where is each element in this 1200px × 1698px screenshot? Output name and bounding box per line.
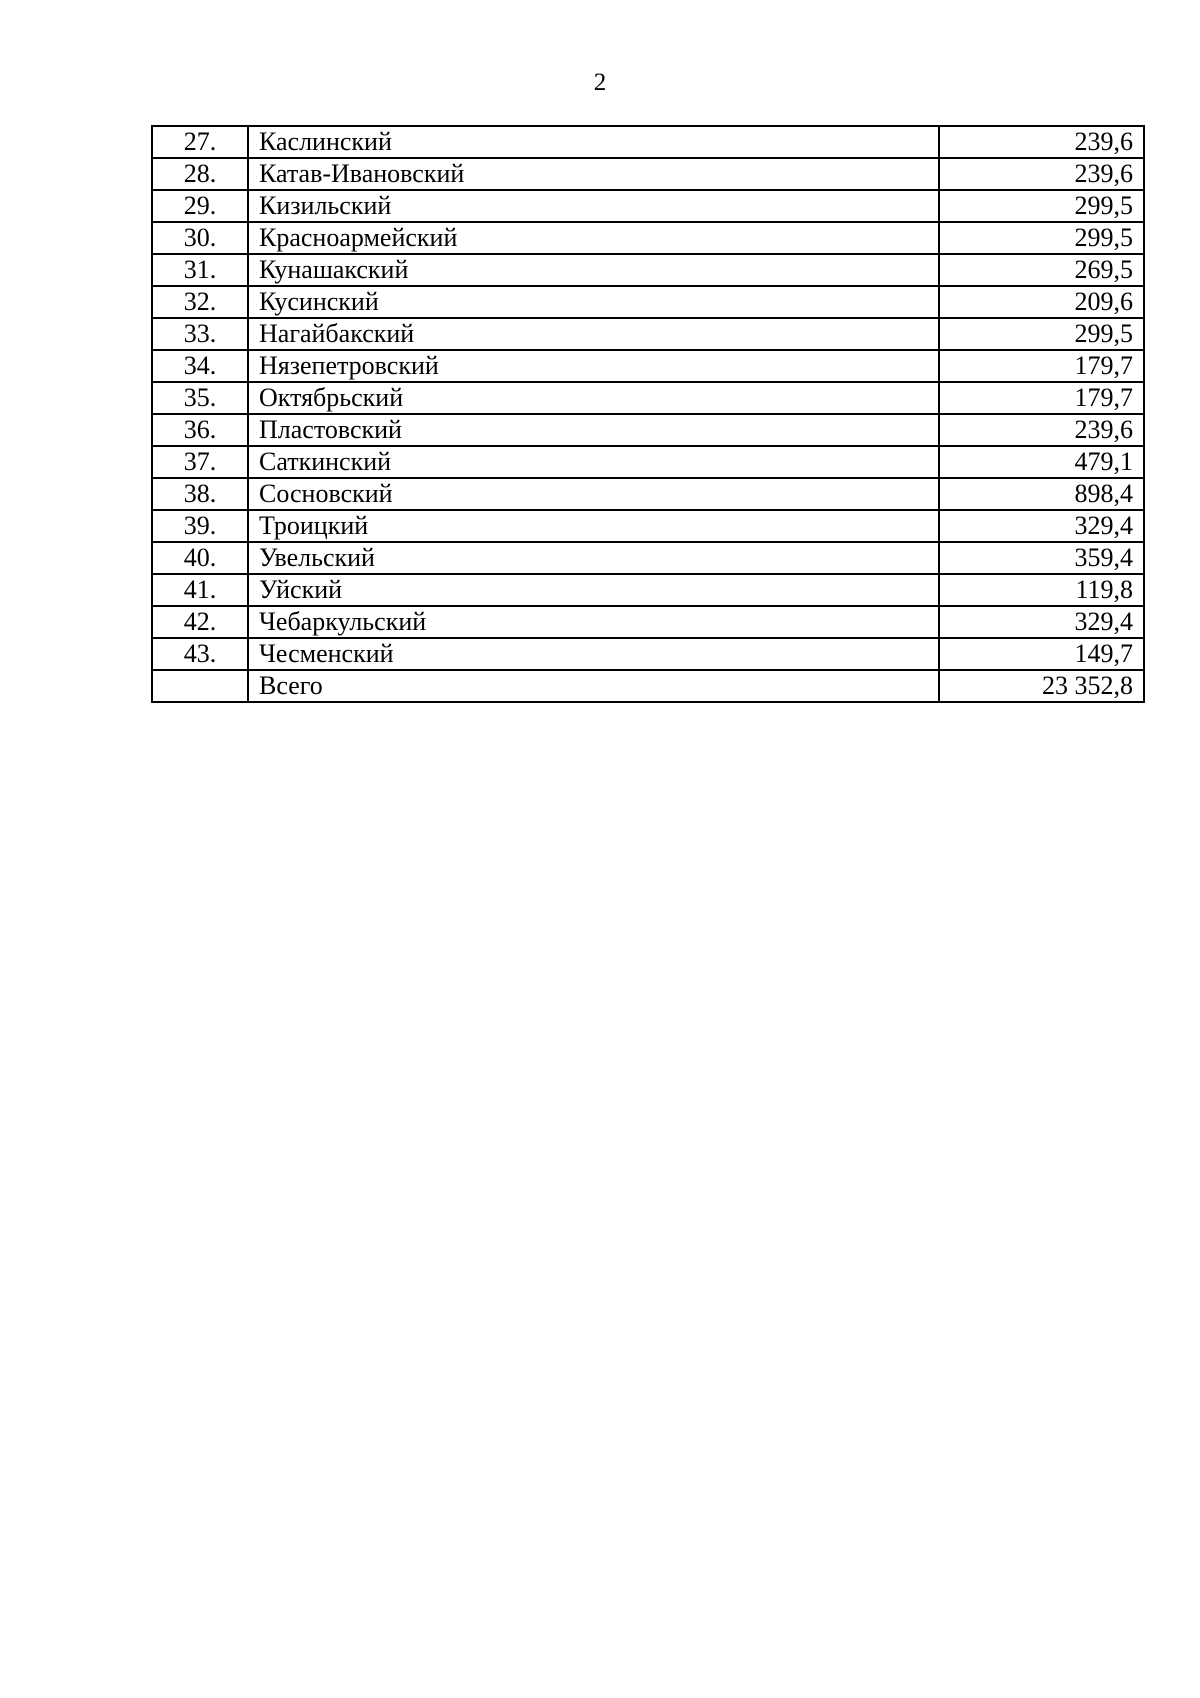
row-number-cell: 35. (152, 382, 248, 414)
table-row (152, 446, 1144, 478)
district-name-cell: Нагайбакский (248, 318, 939, 350)
row-number-cell: 33. (152, 318, 248, 350)
amount-cell: 299,5 (939, 222, 1144, 254)
row-number-cell: 38. (152, 478, 248, 510)
district-name-cell: Кусинский (248, 286, 939, 318)
row-number-cell: 32. (152, 286, 248, 318)
district-name-cell: Катав-Ивановский (248, 158, 939, 190)
row-number-cell: 34. (152, 350, 248, 382)
table-body (152, 126, 1144, 702)
district-name-cell: Уйский (248, 574, 939, 606)
district-name-cell: Троицкий (248, 510, 939, 542)
amount-cell: 299,5 (939, 190, 1144, 222)
district-name-cell: Кунашакский (248, 254, 939, 286)
row-number-cell: 37. (152, 446, 248, 478)
total-number-cell (152, 670, 248, 702)
amount-cell: 239,6 (939, 414, 1144, 446)
amount-cell: 179,7 (939, 382, 1144, 414)
amount-cell: 359,4 (939, 542, 1144, 574)
row-number-cell: 40. (152, 542, 248, 574)
page-number: 2 (593, 69, 607, 96)
district-name-cell: Октябрьский (248, 382, 939, 414)
total-label-cell: Всего (248, 670, 939, 702)
table-row (152, 190, 1144, 222)
amount-cell: 209,6 (939, 286, 1144, 318)
district-name-cell: Пластовский (248, 414, 939, 446)
row-number-cell: 43. (152, 638, 248, 670)
districts-table-container (151, 125, 1143, 703)
district-name-cell: Нязепетровский (248, 350, 939, 382)
table-row (152, 510, 1144, 542)
total-amount-cell: 23 352,8 (939, 670, 1144, 702)
table-row (152, 638, 1144, 670)
table-row (152, 254, 1144, 286)
row-number-cell: 36. (152, 414, 248, 446)
district-name-cell: Чесменский (248, 638, 939, 670)
district-name-cell: Кизильский (248, 190, 939, 222)
table-row (152, 414, 1144, 446)
district-name-cell: Каслинский (248, 126, 939, 158)
amount-cell: 179,7 (939, 350, 1144, 382)
table-row (152, 318, 1144, 350)
district-name-cell: Чебаркульский (248, 606, 939, 638)
row-number-cell: 31. (152, 254, 248, 286)
amount-cell: 479,1 (939, 446, 1144, 478)
table-row (152, 350, 1144, 382)
table-row (152, 542, 1144, 574)
districts-table (151, 125, 1145, 703)
table-row (152, 606, 1144, 638)
amount-cell: 239,6 (939, 158, 1144, 190)
district-name-cell: Сосновский (248, 478, 939, 510)
amount-cell: 329,4 (939, 510, 1144, 542)
table-row (152, 126, 1144, 158)
amount-cell: 269,5 (939, 254, 1144, 286)
amount-cell: 329,4 (939, 606, 1144, 638)
table-row (152, 286, 1144, 318)
table-row (152, 382, 1144, 414)
row-number-cell: 27. (152, 126, 248, 158)
table-row (152, 222, 1144, 254)
row-number-cell: 39. (152, 510, 248, 542)
amount-cell: 898,4 (939, 478, 1144, 510)
amount-cell: 239,6 (939, 126, 1144, 158)
district-name-cell: Красноармейский (248, 222, 939, 254)
amount-cell: 149,7 (939, 638, 1144, 670)
district-name-cell: Саткинский (248, 446, 939, 478)
district-name-cell: Увельский (248, 542, 939, 574)
row-number-cell: 30. (152, 222, 248, 254)
table-row (152, 478, 1144, 510)
amount-cell: 119,8 (939, 574, 1144, 606)
row-number-cell: 41. (152, 574, 248, 606)
table-row (152, 574, 1144, 606)
table-row (152, 158, 1144, 190)
amount-cell: 299,5 (939, 318, 1144, 350)
row-number-cell: 28. (152, 158, 248, 190)
row-number-cell: 29. (152, 190, 248, 222)
row-number-cell: 42. (152, 606, 248, 638)
total-row (152, 670, 1144, 702)
